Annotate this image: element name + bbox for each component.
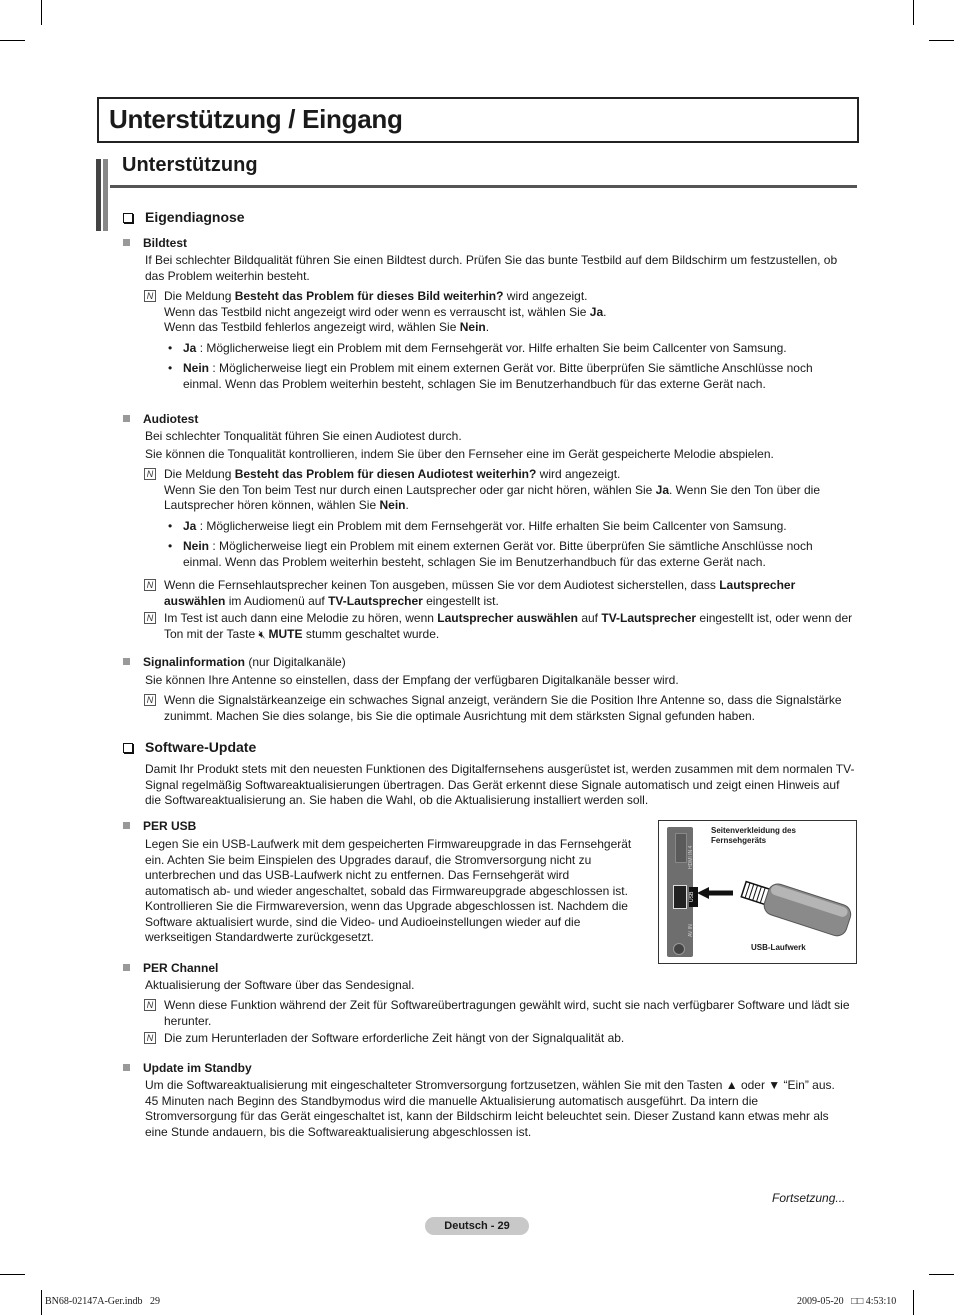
- paragraph: Damit Ihr Produkt stets mit den neuesten Funktionen des Digitalfernsehens ausgerüstet ist, werden zusammen mit dem normalen TV-Signal regelmäßig Softwareaktualisierungen übertragen. Das Gerät erkennt diese Signale automatisch und zeigt einen Hinweis auf die Softwareaktualisierung an. Sie haben die Wahl, ob die Aktualisierung installiert werden soll.: [145, 762, 855, 807]
- note-bold: TV-Lautsprecher: [328, 593, 423, 608]
- note-text: Im Test ist auch dann eine Melodie zu hören, wenn: [164, 611, 438, 625]
- arrow-icon: [697, 887, 709, 899]
- note-text: Die Meldung: [164, 289, 235, 303]
- item-label: Audiotest: [143, 412, 199, 426]
- page-number-badge: Deutsch - 29: [425, 1217, 529, 1235]
- note-text: auf: [578, 611, 602, 625]
- note-text: .: [485, 320, 490, 334]
- paragraph: Bei schlechter Tonqualität führen Sie einen Audiotest durch.: [145, 429, 462, 443]
- note-bold: Lautsprecher auswählen: [164, 578, 796, 608]
- note-text: im Audiomenü auf: [225, 593, 329, 608]
- crop-mark: [0, 40, 25, 41]
- note-text: Wenn Sie den Ton beim Test nur durch einen Lautsprecher oder gar nicht hören, wählen Sie: [164, 482, 656, 497]
- item-update-standby: [123, 1061, 252, 1075]
- square-bullet-icon: [123, 822, 130, 829]
- usb-port-icon: [673, 885, 687, 909]
- note-text: Wenn das Testbild fehlerlos angezeigt wird, wählen Sie: [164, 320, 460, 334]
- note-text: Wenn das Testbild nicht angezeigt wird oder wenn es verrauscht ist, wählen Sie: [164, 304, 590, 319]
- figure-label-bottom: USB-Laufwerk: [751, 943, 806, 952]
- paragraph: Um die Softwareaktualisierung mit eingeschalteter Stromversorgung fortzusetzen, wählen Sie mit den Tasten ▲ oder ▼ “Ein” aus. 45 Minuten nach Beginn des Standbymodus wird die manuelle Aktualisierung automatisch ausgeführt. Da intern die Stromversorgung für das Gerät eingeschaltet ist, kann der Bildschirm leicht beleuchtet sein. Dieser Zustand kann etwas mehr als eine Stunde andauern, bis die Softwareaktualisierung abgeschlossen ist.: [145, 1078, 835, 1139]
- usb-drive: [739, 874, 853, 938]
- paragraph: Sie können Ihre Antenne so einstellen, dass der Empfang der verfügbaren Digitalkanäle besser wird.: [145, 673, 679, 687]
- note-bold: TV-Lautsprecher: [601, 611, 697, 625]
- bullet-dot: •: [168, 539, 173, 553]
- bullet-bold: Ja: [183, 341, 197, 355]
- section-bar: [96, 159, 101, 231]
- note-icon: N: [144, 579, 156, 591]
- note-text: wird angezeigt.: [503, 289, 588, 303]
- bullet-bold: Nein: [183, 539, 210, 553]
- mute-icon: 🔇︎: [258, 628, 269, 641]
- bullet-bold: Nein: [183, 361, 210, 375]
- section-rule: [110, 185, 857, 188]
- note: [146, 1031, 854, 1047]
- item-label: Signalinformation: [143, 655, 245, 669]
- note-text: eingestellt ist, oder wenn der Ton mit der Taste: [164, 611, 853, 641]
- note: [146, 578, 854, 609]
- port-label-usb: USB: [689, 887, 698, 907]
- note-bold: Nein: [379, 498, 406, 512]
- crop-mark: [929, 1274, 954, 1275]
- usb-drive-illustration: [695, 871, 853, 946]
- item-per-usb: [123, 819, 196, 833]
- note-icon: N: [144, 999, 156, 1011]
- bullet-bold: Ja: [183, 519, 197, 533]
- bullet-text: : Möglicherweise liegt ein Problem mit dem Fernsehgerät vor. Hilfe erhalten Sie beim Callcenter von Samsung.: [196, 519, 787, 533]
- hdmi-port-icon: [675, 833, 687, 863]
- note: [146, 693, 856, 724]
- subheading-software-update: [123, 739, 256, 755]
- note-text: Wenn die Fernsehlautsprecher keinen Ton ausgeben, müssen Sie vor dem Audiotest sicherstellen, dass: [164, 578, 720, 592]
- item-label: PER USB: [143, 819, 197, 833]
- av-jack-icon: [673, 943, 685, 955]
- subheading-eigendiagnose: [123, 209, 245, 225]
- date-info: 2009-05-20 □□ 4:53:10: [797, 1296, 897, 1307]
- crop-mark: [0, 1274, 25, 1275]
- note: [146, 611, 854, 643]
- subheading-label: Eigendiagnose: [145, 209, 245, 225]
- note-icon: N: [144, 1032, 156, 1044]
- note-text: wird angezeigt.: [536, 467, 621, 481]
- note-text: .: [603, 304, 607, 319]
- bullet-item: [168, 341, 853, 357]
- paragraph: Legen Sie ein USB-Laufwerk mit dem gespeicherten Firmwareupgrade in das Fernsehgerät ein. Achten Sie beim Einspielen des Upgrades darauf, die Stromversorgung nicht zu unterbrechen und das USB-Laufwerk nicht zu entfernen. Das Fernsehgerät wird automatisch ab- und wieder angeschaltet, sobald das Firmwareupgrade abgeschlossen ist. Kontrollieren Sie die Firmwareversion, wenn das Upgrade abgeschlossen ist. Nachdem die Software aktualisiert wurde, sind die Video- und Audioeinstellungen wieder auf die werkseitigen Standardwerte zurückgesetzt.: [145, 837, 632, 944]
- paragraph: Aktualisierung der Software über das Sendesignal.: [145, 978, 415, 992]
- note-icon: N: [144, 290, 156, 302]
- item-label: PER Channel: [143, 961, 219, 975]
- usb-figure: [658, 820, 857, 964]
- paragraph: Sie können die Tonqualität kontrollieren, indem Sie über den Fernseher eine im Gerät gespeicherte Melodie abspielen.: [145, 447, 774, 461]
- bullet-dot: •: [168, 519, 173, 533]
- note: [146, 467, 854, 514]
- note-icon: N: [144, 612, 156, 624]
- square-bullet-icon: [123, 1064, 130, 1071]
- bullet-text: : Möglicherweise liegt ein Problem mit einem externen Gerät vor. Bitte überprüfen Sie sämtliche Anschlüsse noch einmal. Wenn das Problem weiterhin besteht, schlagen Sie im Benutzerhandbuch für das externe Gerät nach.: [183, 539, 813, 569]
- square-bullet-icon: [123, 239, 130, 246]
- item-label-suffix: (nur Digitalkanäle): [245, 655, 346, 669]
- item-per-channel: [123, 961, 218, 975]
- note-text: Die zum Herunterladen der Software erforderliche Zeit hängt von der Signalqualität ab.: [164, 1031, 625, 1045]
- item-bildtest: [123, 236, 187, 250]
- note-bold: Ja: [589, 304, 604, 319]
- note-bold: Besteht das Problem für diesen Audiotest weiterhin?: [234, 467, 537, 481]
- section-title: Unterstützung: [122, 154, 258, 176]
- note-bold: Nein: [459, 320, 486, 334]
- note-text: eingestellt ist.: [422, 593, 499, 608]
- bullet-dot: •: [168, 341, 173, 355]
- paragraph: If Bei schlechter Bildqualität führen Sie einen Bildtest durch. Prüfen Sie das bunte Testbild auf dem Bildschirm um festzustellen, ob das Problem weiterhin besteht.: [145, 253, 838, 283]
- note-bold: Lautsprecher auswählen: [437, 611, 578, 625]
- file-info: BN68-02147A-Ger.indb 29: [45, 1296, 160, 1307]
- continued-label: Fortsetzung...: [772, 1191, 846, 1205]
- note-text: .: [405, 498, 409, 512]
- crop-mark: [913, 0, 914, 25]
- checkbox-bullet-icon: [123, 213, 133, 223]
- crop-mark: [41, 1290, 42, 1315]
- page-title: Unterstützung / Eingang: [109, 104, 403, 134]
- bullet-text: : Möglicherweise liegt ein Problem mit einem externen Gerät vor. Bitte überprüfen Sie sämtliche Anschlüsse noch einmal. Wenn das Problem weiterhin besteht, schlagen Sie im Benutzerhandbuch für das externe Gerät nach.: [183, 361, 813, 391]
- checkbox-bullet-icon: [123, 743, 133, 753]
- item-signalinformation: [123, 655, 346, 669]
- square-bullet-icon: [123, 964, 130, 971]
- port-label-hdmi: HDMI IN 4: [688, 845, 694, 869]
- note-text: Die Meldung: [164, 467, 235, 481]
- item-label: Update im Standby: [143, 1061, 252, 1075]
- square-bullet-icon: [123, 658, 130, 665]
- note-bold: Ja: [655, 482, 670, 497]
- crop-mark: [41, 0, 42, 25]
- figure-label-top: Seitenverkleidung des Fernsehgeräts: [711, 826, 796, 845]
- square-bullet-icon: [123, 415, 130, 422]
- note-icon: N: [144, 468, 156, 480]
- note: [146, 289, 854, 336]
- item-audiotest: [123, 412, 198, 426]
- port-label-av: AV IN: [688, 924, 694, 937]
- page-title-box: [97, 97, 859, 143]
- bullet-item: [168, 361, 853, 392]
- section-bar: [103, 159, 108, 231]
- bullet-text: : Möglicherweise liegt ein Problem mit dem Fernsehgerät vor. Hilfe erhalten Sie beim Callcenter von Samsung.: [196, 341, 787, 355]
- bullet-dot: •: [168, 361, 173, 375]
- crop-mark: [929, 40, 954, 41]
- note-bold: MUTE: [268, 626, 303, 641]
- note-icon: N: [144, 694, 156, 706]
- item-label: Bildtest: [143, 236, 188, 250]
- bullet-item: [168, 539, 853, 570]
- note-text: stumm geschaltet wurde.: [302, 626, 440, 641]
- subheading-label: Software-Update: [145, 739, 257, 755]
- note-text: . Wenn Sie den Ton über die Lautsprecher hören können, wählen Sie: [164, 482, 821, 512]
- note-text: Wenn die Signalstärkeanzeige ein schwaches Signal anzeigt, verändern Sie die Position Ihre Antenne so, dass die Signalstärke zunimmt. Machen Sie dies solange, bis Sie die optimale Ausrichtung mit dem stärksten Signal gefunden haben.: [164, 693, 842, 723]
- crop-mark: [913, 1290, 914, 1315]
- bullet-item: [168, 519, 853, 535]
- note-bold: Besteht das Problem für dieses Bild weiterhin?: [234, 289, 504, 303]
- note-text: Wenn diese Funktion während der Zeit für Softwareübertragungen gewählt wird, sucht sie nach verfügbarer Software und lädt sie herunter.: [164, 998, 850, 1028]
- note: [146, 998, 854, 1029]
